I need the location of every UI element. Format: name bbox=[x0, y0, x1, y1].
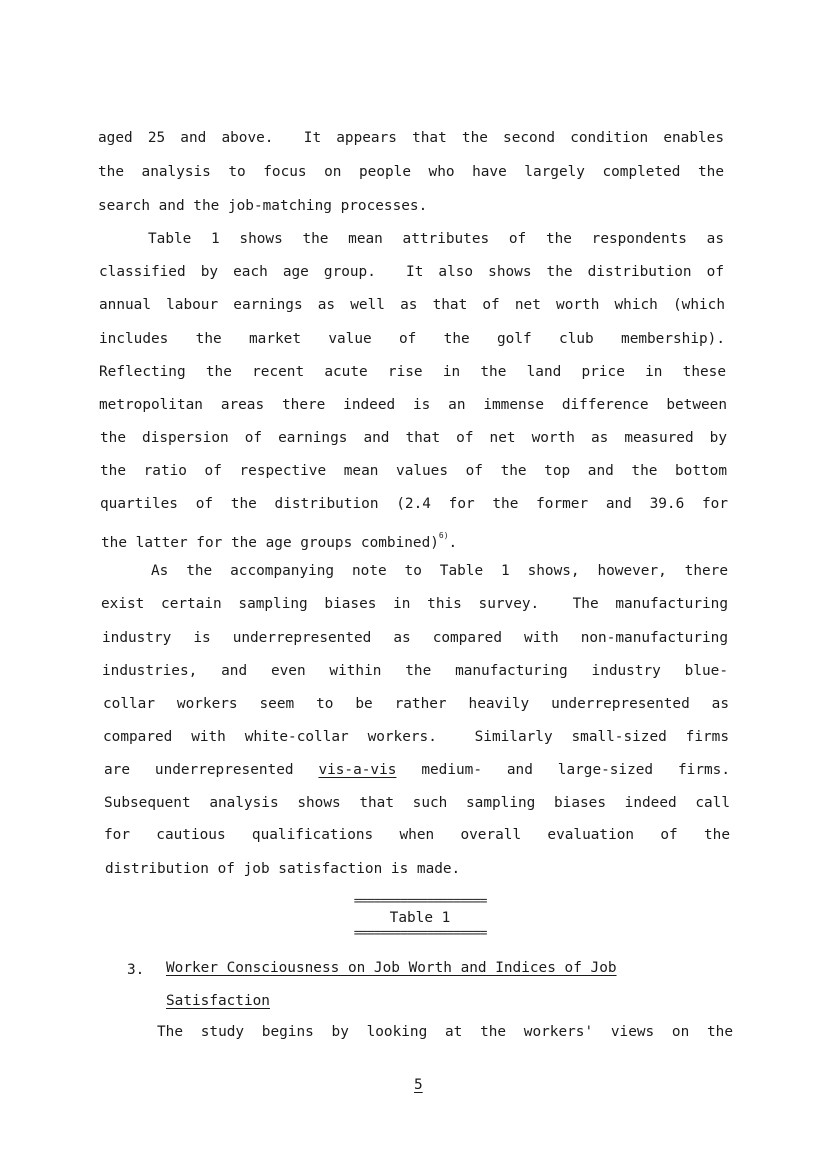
rule-line: ==================== bbox=[353, 926, 487, 941]
text-line: aged 25 and above. It appears that the second condition enables bbox=[98, 130, 724, 146]
text-line: Table 1 shows the mean attributes of the respondents as bbox=[148, 231, 724, 247]
text-line: the analysis to focus on people who have largely completed the bbox=[98, 164, 724, 180]
text-line: the ratio of respective mean values of the top and the bottom bbox=[100, 463, 727, 479]
rule-line: ==================== bbox=[353, 894, 487, 909]
text-line: search and the job-matching processes. bbox=[98, 198, 428, 214]
text-line: classified by each age group. It also shows the distribution of bbox=[99, 264, 724, 280]
text-segment: the latter for the age groups combined) bbox=[101, 535, 439, 551]
text-line: As the accompanying note to Table 1 shows, however, there bbox=[151, 563, 728, 579]
text-segment: . bbox=[448, 535, 458, 551]
italic-term: vis-a-vis bbox=[318, 762, 397, 778]
text-line: Reflecting the recent acute rise in the land price in these bbox=[99, 364, 726, 380]
page-number: 5 bbox=[414, 1077, 423, 1093]
text-line bbox=[104, 763, 730, 777]
text-line: Subsequent analysis shows that such sampling biases indeed call bbox=[104, 795, 730, 811]
text-line: compared with white-collar workers. Similarly small-sized firms bbox=[103, 729, 729, 745]
footnote-reference: 6) bbox=[438, 531, 449, 540]
text-line: for cautious qualifications when overall evaluation of the bbox=[104, 827, 730, 843]
text-segment: medium- and large-sized firms. bbox=[396, 762, 730, 778]
text-line: distribution of job satisfaction is made. bbox=[105, 861, 461, 877]
text-line: collar workers seem to be rather heavily underrepresented as bbox=[103, 696, 729, 712]
text-line: The study begins by looking at the workers' views on the bbox=[157, 1024, 733, 1040]
text-line: the dispersion of earnings and that of net worth as measured by bbox=[100, 430, 727, 446]
text-line: industries, and even within the manufacturing industry blue- bbox=[102, 663, 728, 679]
text-line: exist certain sampling biases in this survey. The manufacturing bbox=[101, 596, 728, 612]
section-number: 3. bbox=[127, 962, 145, 978]
text-line bbox=[101, 532, 457, 550]
text-line: metropolitan areas there indeed is an immense difference between bbox=[99, 397, 727, 413]
section-heading: Worker Consciousness on Job Worth and Indices of Job bbox=[166, 960, 617, 976]
text-segment: are underrepresented bbox=[104, 762, 319, 778]
text-line: annual labour earnings as well as that of net worth which (which bbox=[99, 297, 725, 313]
text-line: includes the market value of the golf club membership). bbox=[99, 331, 725, 347]
table-label: Table 1 bbox=[389, 910, 451, 926]
text-line: quartiles of the distribution (2.4 for the former and 39.6 for bbox=[100, 496, 728, 512]
section-heading-continued: Satisfaction bbox=[166, 993, 270, 1009]
text-line: industry is underrepresented as compared with non-manufacturing bbox=[102, 630, 728, 646]
